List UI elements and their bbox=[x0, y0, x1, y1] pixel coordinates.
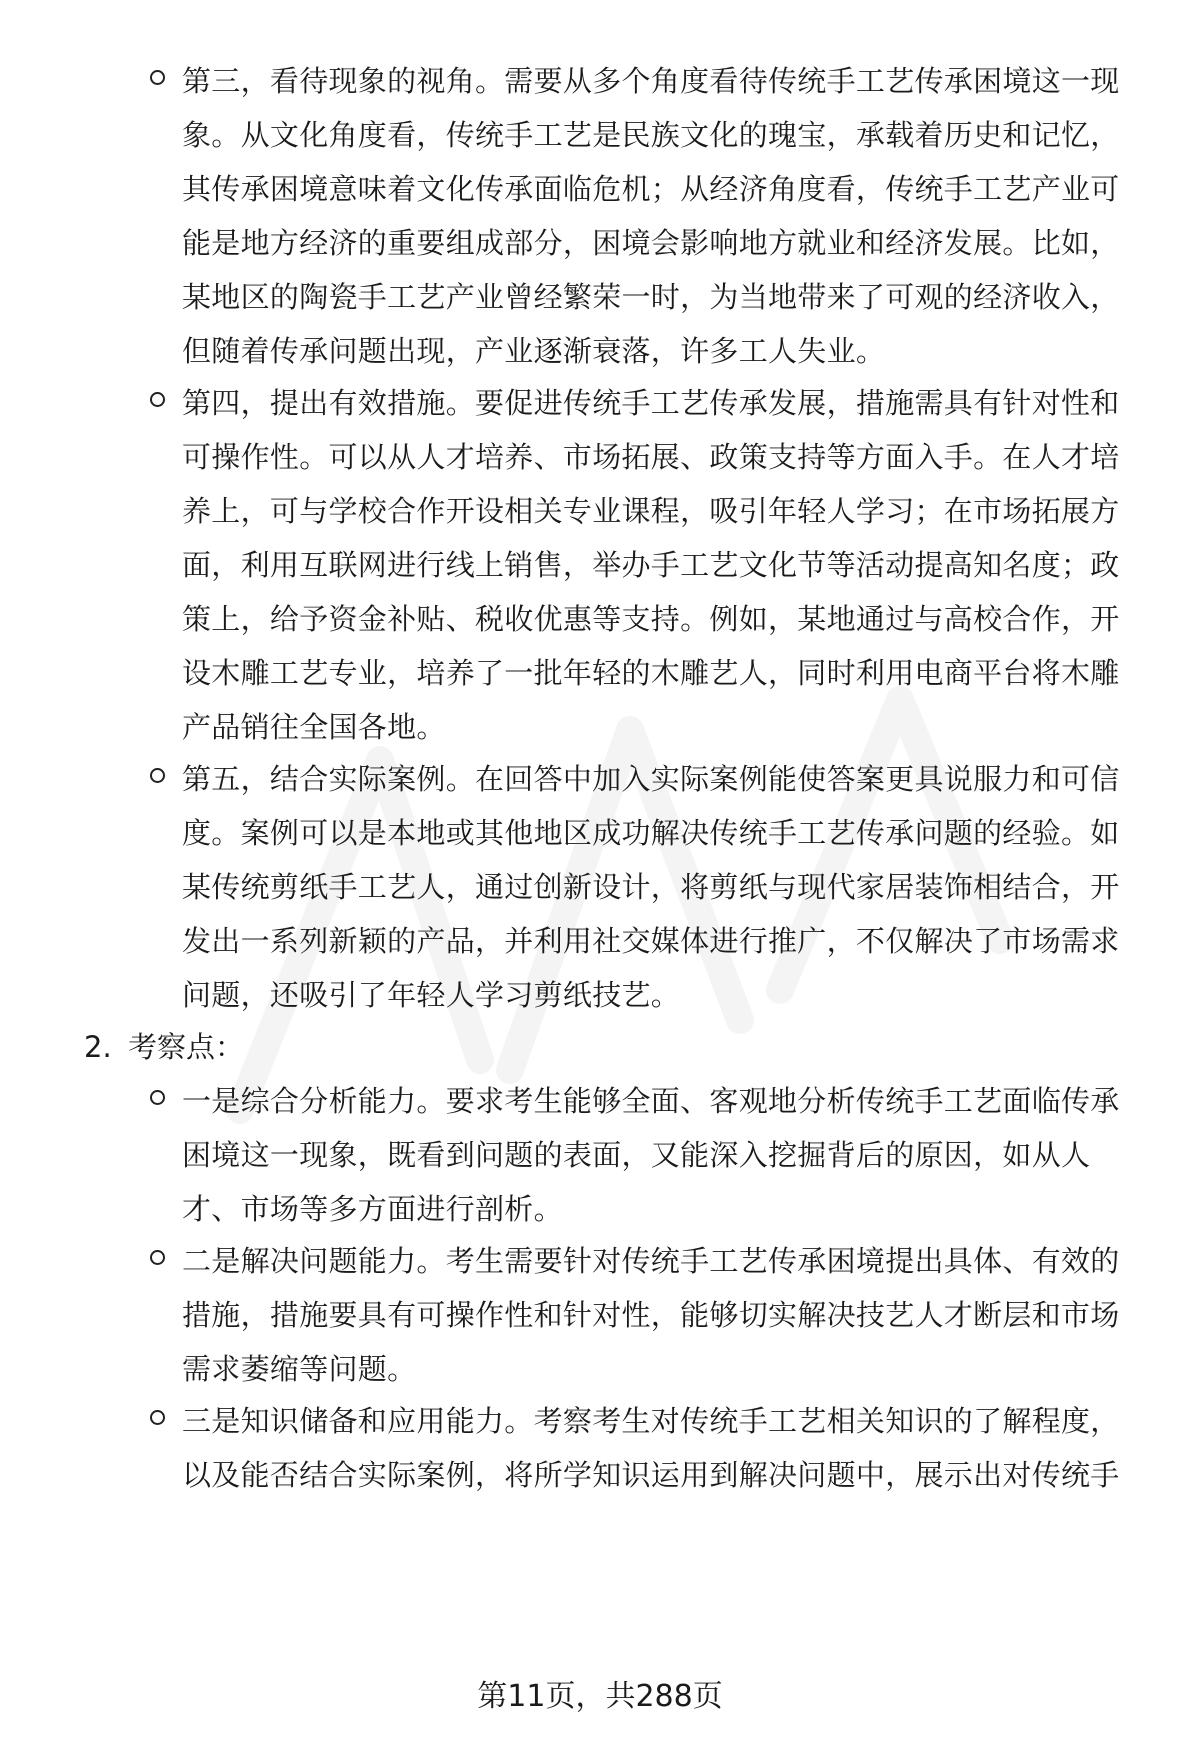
text-line: 面，利用互联网进行线上销售，举办手工艺文化节等活动提高知名度；政 bbox=[182, 548, 1120, 582]
bullet-circle-icon bbox=[150, 392, 165, 407]
bullet-circle-icon bbox=[150, 1410, 165, 1425]
text-line: 某传统剪纸手工艺人，通过创新设计，将剪纸与现代家居装饰相结合，开 bbox=[182, 870, 1120, 904]
text-line: 度。案例可以是本地或其他地区成功解决传统手工艺传承问题的经验。如 bbox=[182, 816, 1120, 850]
text-line: 其传承困境意味着文化传承面临危机；从经济角度看，传统手工艺产业可 bbox=[182, 172, 1120, 206]
text-line: 产品销往全国各地。 bbox=[182, 710, 446, 744]
text-line: 需求萎缩等问题。 bbox=[182, 1352, 417, 1386]
text-line: 才、市场等多方面进行剖析。 bbox=[182, 1192, 563, 1226]
bullet-circle-icon bbox=[150, 1090, 165, 1105]
text-line: 但随着传承问题出现，产业逐渐衰落，许多工人失业。 bbox=[182, 334, 886, 368]
text-line: 以及能否结合实际案例，将所学知识运用到解决问题中，展示出对传统手 bbox=[182, 1458, 1120, 1492]
text-line: 发出一系列新颖的产品，并利用社交媒体进行推广，不仅解决了市场需求 bbox=[182, 924, 1120, 958]
text-line: 设木雕工艺专业，培养了一批年轻的木雕艺人，同时利用电商平台将木雕 bbox=[182, 656, 1120, 690]
text-line: 策上，给予资金补贴、税收优惠等支持。例如，某地通过与高校合作，开 bbox=[182, 602, 1120, 636]
text-line: 第三，看待现象的视角。需要从多个角度看待传统手工艺传承困境这一现 bbox=[182, 64, 1120, 98]
section-heading bbox=[84, 1018, 244, 1076]
bullet-circle-icon bbox=[150, 70, 165, 85]
section-number: 2. bbox=[84, 1030, 112, 1064]
text-line: 措施，措施要具有可操作性和针对性，能够切实解决技艺人才断层和市场 bbox=[182, 1298, 1120, 1332]
section-title: 考察点： bbox=[128, 1030, 245, 1064]
text-line: 象。从文化角度看，传统手工艺是民族文化的瑰宝，承载着历史和记忆， bbox=[182, 118, 1120, 152]
text-line: 问题，还吸引了年轻人学习剪纸技艺。 bbox=[182, 978, 681, 1012]
text-line: 可操作性。可以从人才培养、市场拓展、政策支持等方面入手。在人才培 bbox=[182, 440, 1120, 474]
text-line: 第五，结合实际案例。在回答中加入实际案例能使答案更具说服力和可信 bbox=[182, 762, 1120, 796]
bullet-circle-icon bbox=[150, 1250, 165, 1265]
page-number: 第11页，共288页 bbox=[477, 1679, 723, 1714]
text-line: 能是地方经济的重要组成部分，困境会影响地方就业和经济发展。比如， bbox=[182, 226, 1120, 260]
bullet-circle-icon bbox=[150, 768, 165, 783]
text-line: 第四，提出有效措施。要促进传统手工艺传承发展，措施需具有针对性和 bbox=[182, 386, 1120, 420]
text-line: 三是知识储备和应用能力。考察考生对传统手工艺相关知识的了解程度， bbox=[182, 1404, 1120, 1438]
text-line: 困境这一现象，既看到问题的表面，又能深入挖掘背后的原因，如从人 bbox=[182, 1138, 1091, 1172]
text-line: 二是解决问题能力。考生需要针对传统手工艺传承困境提出具体、有效的 bbox=[182, 1244, 1120, 1278]
text-line: 某地区的陶瓷手工艺产业曾经繁荣一时，为当地带来了可观的经济收入， bbox=[182, 280, 1120, 314]
text-line: 一是综合分析能力。要求考生能够全面、客观地分析传统手工艺面临传承 bbox=[182, 1084, 1120, 1118]
text-line: 养上，可与学校合作开设相关专业课程，吸引年轻人学习；在市场拓展方 bbox=[182, 494, 1120, 528]
